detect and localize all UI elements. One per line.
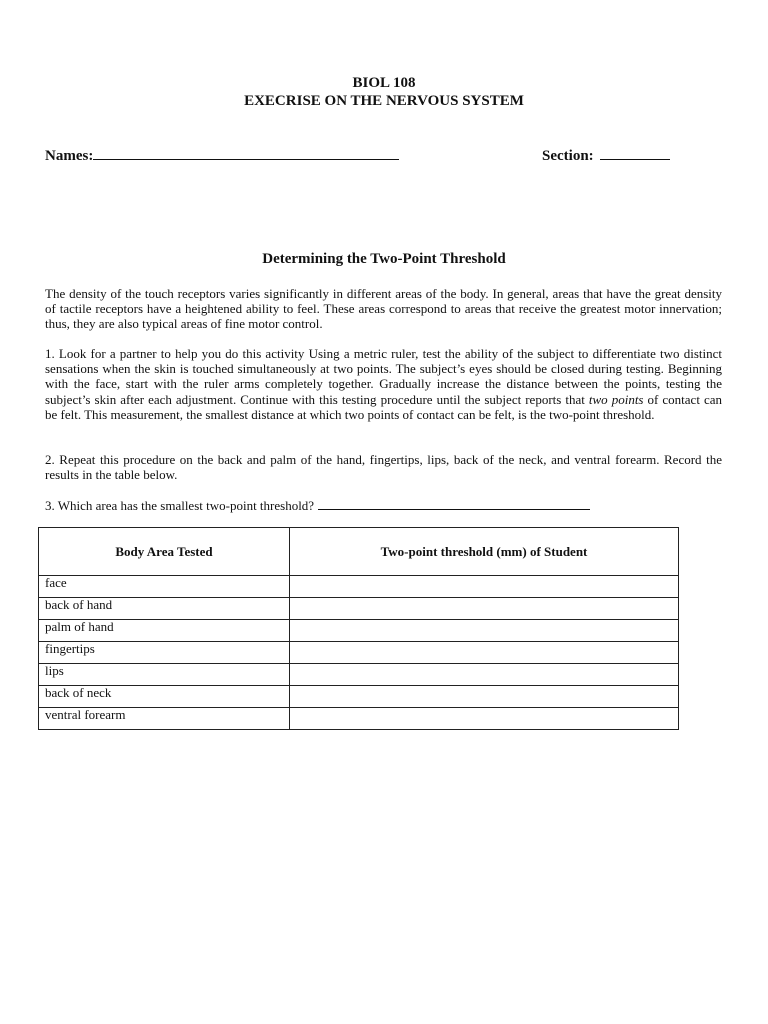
step-3-question [45,497,722,513]
names-field [45,145,399,165]
step-2-paragraph: 2. Repeat this procedure on the back and palm of the hand, fingertips, lips, back of the neck, and ventral forearm. Record the results in the table below. [45,452,722,483]
threshold-cell[interactable] [290,686,679,708]
threshold-cell[interactable] [290,664,679,686]
threshold-cell[interactable] [290,576,679,598]
activity-heading: Determining the Two-Point Threshold [262,251,506,267]
step-3-text: 3. Which area has the smallest two-point threshold? [45,498,315,513]
table-header-row [39,528,679,576]
section-label: Section: [542,148,594,164]
threshold-cell[interactable] [290,708,679,730]
step-1-text-a: 1. Look for a partner to help you do this activity Using a metric ruler, test the ability of the subject to differentiate two distinct sensations when the skin is touched simultaneously at two points. The subject’s eyes should be closed during testing. Beginning with the face, start with the ruler arms completely together. Gradually increase the distance between the points, testing the subject’s skin after each adjustment. Continue with this testing procedure until the subject reports that [45,346,722,407]
step-1-paragraph [45,346,722,422]
results-table [38,527,679,730]
exercise-title: EXECRISE ON THE NERVOUS SYSTEM [244,93,524,109]
section-field [542,145,670,165]
threshold-cell[interactable] [290,642,679,664]
body-area-cell: ventral forearm [39,708,290,730]
body-area-cell: fingertips [39,642,290,664]
table-row [39,642,679,664]
names-label: Names: [45,148,94,164]
body-area-cell: palm of hand [39,620,290,642]
step-1-emphasis: two points [588,391,644,407]
table-row [39,598,679,620]
table-row [39,708,679,730]
table-row [39,576,679,598]
body-area-cell: lips [39,664,290,686]
table-row [39,620,679,642]
body-area-cell: face [39,576,290,598]
answer-blank[interactable] [318,497,590,510]
column-header-threshold: Two-point threshold (mm) of Student [290,528,679,576]
table-row [39,686,679,708]
intro-paragraph: The density of the touch receptors varies significantly in different areas of the body. In general, areas that have the great density of tactile receptors have a heightened ability to feel. These areas correspond to areas that receive the greatest motor innervation; thus, they are also typical areas of fine motor control. [45,286,722,332]
body-area-cell: back of neck [39,686,290,708]
names-blank[interactable] [93,145,399,160]
threshold-cell[interactable] [290,598,679,620]
table-row [39,664,679,686]
body-area-cell: back of hand [39,598,290,620]
threshold-cell[interactable] [290,620,679,642]
section-blank[interactable] [600,145,670,160]
step-1-text-b: of contact can be felt. This measurement, the smallest distance at which two points of contact can be felt, is the two-point threshold. [45,391,722,422]
course-code: BIOL 108 [352,75,416,91]
column-header-body-area: Body Area Tested [39,528,290,576]
